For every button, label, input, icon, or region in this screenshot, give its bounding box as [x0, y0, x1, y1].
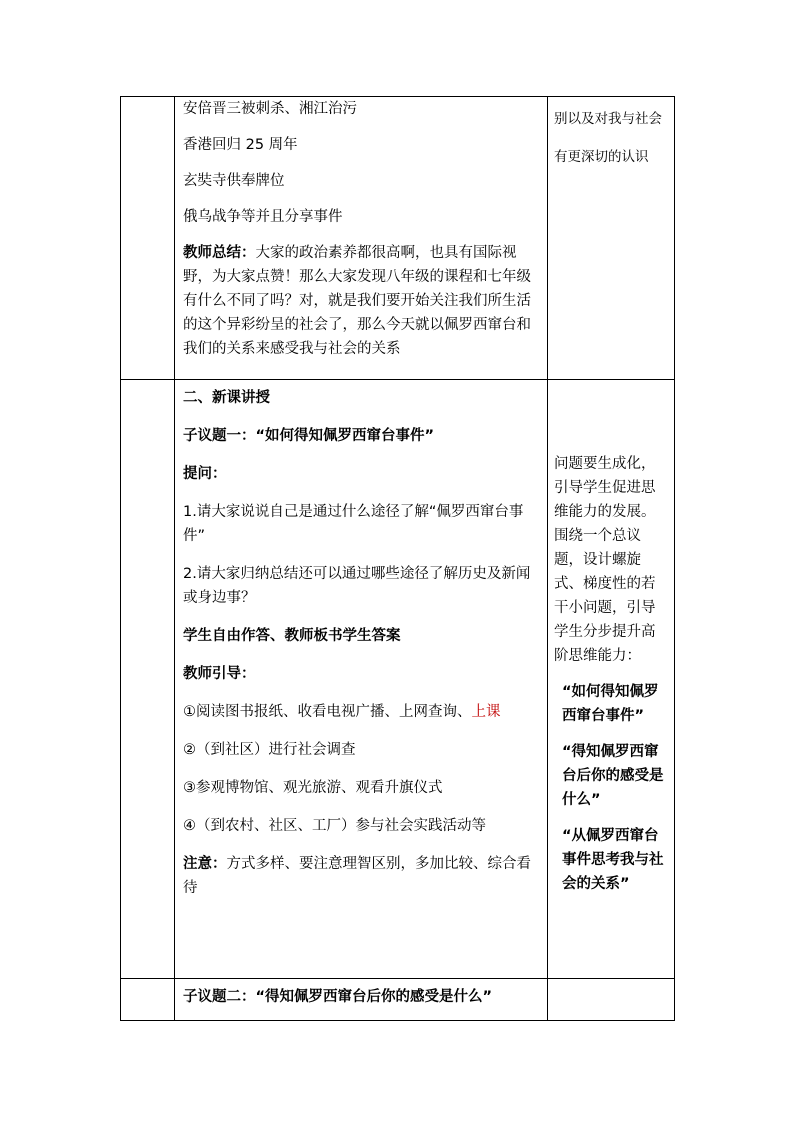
summary-label: 教师总结：: [183, 245, 256, 261]
note-cell: [548, 979, 675, 1021]
question-item: 2.请大家归纳总结还可以通过哪些途径了解历史及新闻或身边事？: [183, 566, 531, 606]
event-item: 俄乌战争等并且分享事件: [183, 209, 343, 225]
highlight-text: 上课: [471, 704, 501, 720]
sub-question: “如何得知佩罗西窜台事件”: [562, 684, 659, 724]
content-cell: [175, 380, 548, 979]
attention-text: 方式多样、要注意理智区别，多加比较、综合看待: [183, 856, 531, 896]
table-row: [121, 380, 675, 979]
design-intent: 问题要生成化，引导学生促进思维能力的发展。围绕一个总议题，设计螺旋式、梯度性的若干小问题，引导学生分步提升高阶思维能力：: [554, 456, 656, 664]
design-note-line: 别以及对我与社会: [554, 111, 662, 127]
table-row: [121, 97, 675, 380]
left-cell: [121, 979, 175, 1021]
content-cell: [175, 979, 548, 1021]
sub-topic-title: 子议题二：“得知佩罗西窜台后你的感受是什么”: [183, 989, 493, 1005]
guide-item: ②（到社区）进行社会调查: [183, 742, 356, 758]
guide-text: ①阅读图书报纸、收看电视广播、上网查询、: [183, 704, 472, 720]
event-item: 安倍晋三被刺杀、湘江治污: [183, 101, 357, 117]
teacher-summary: [183, 241, 539, 361]
note-cell: [548, 97, 675, 380]
activity-line: 学生自由作答、教师板书学生答案: [183, 628, 401, 644]
lesson-plan-table: [120, 96, 675, 1021]
table-row: [121, 979, 675, 1021]
sub-topic-title: 子议题一：“如何得知佩罗西窜台事件”: [183, 428, 435, 444]
event-item: 玄奘寺供奉牌位: [183, 173, 285, 189]
guide-item: ④（到农村、社区、工厂）参与社会实践活动等: [183, 818, 486, 834]
guide-item: ③参观博物馆、观光旅游、观看升旗仪式: [183, 780, 443, 796]
guide-item: [183, 700, 539, 724]
note-cell: [548, 380, 675, 979]
left-cell: [121, 97, 175, 380]
attention-label: 注意：: [183, 856, 227, 872]
content-cell: [175, 97, 548, 380]
summary-text: 大家的政治素养都很高啊，也具有国际视野，为大家点赞！那么大家发现八年级的课程和七年级有什么不同了吗？对，就是我们要开始关注我们所生活的这个异彩纷呈的社会了，那么今天就以佩罗西窜台和我们的关系来感受我与社会的关系: [183, 245, 531, 357]
guide-label: 教师引导：: [183, 666, 256, 682]
event-item: 香港回归 25 周年: [183, 137, 298, 153]
sub-question: “从佩罗西窜台事件思考我与社会的关系”: [562, 828, 664, 892]
question-item: 1.请大家说说自己是通过什么途径了解“佩罗西窜台事件”: [183, 504, 524, 544]
sub-question: “得知佩罗西窜台后你的感受是什么”: [562, 744, 664, 808]
question-label: 提问：: [183, 466, 227, 482]
attention-note: [183, 852, 539, 900]
section-title: 二、新课讲授: [183, 390, 270, 406]
left-cell: [121, 380, 175, 979]
design-note-line: 有更深切的认识: [554, 149, 649, 165]
